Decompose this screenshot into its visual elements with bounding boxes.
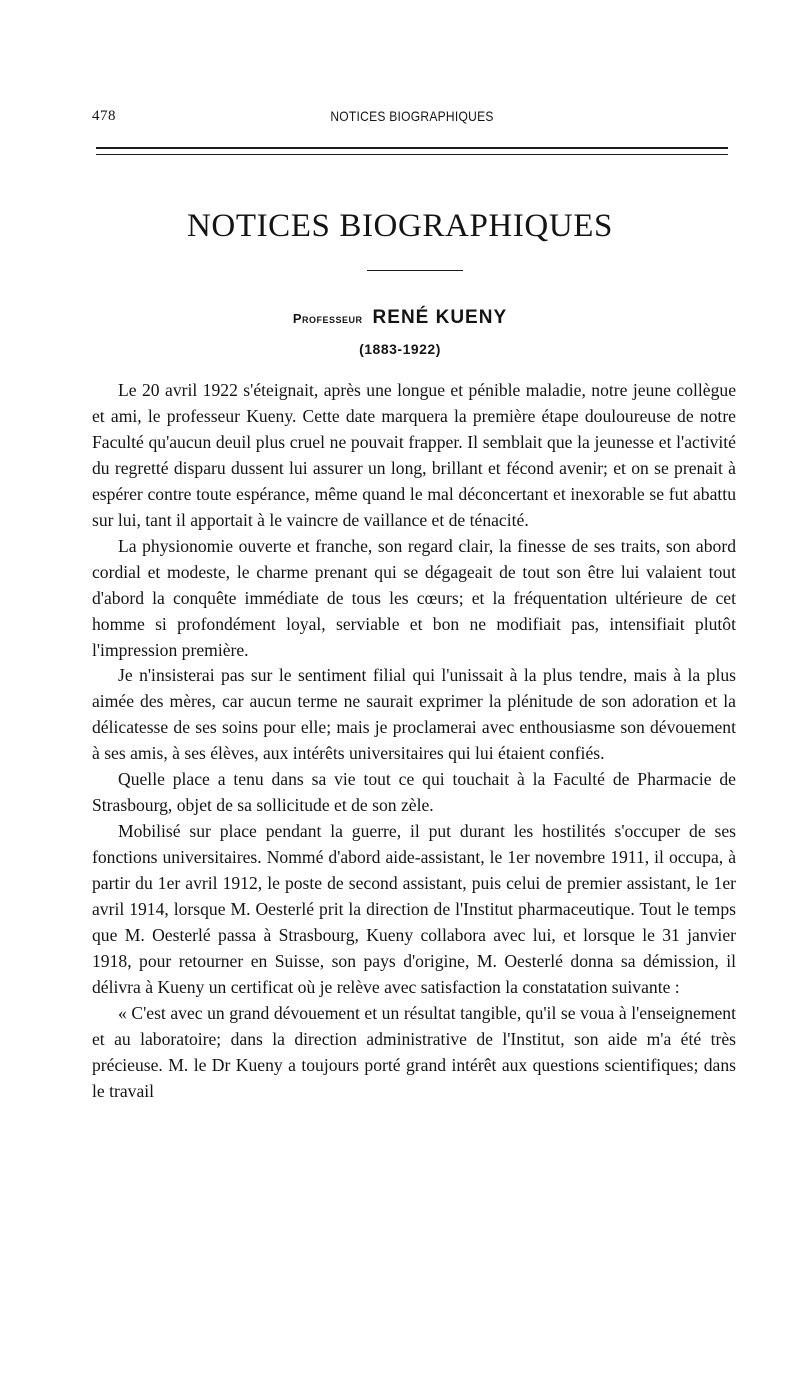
paragraph-3: Je n'insisterai pas sur le sentiment filial qui l'unissait à la plus tendre, mais à la plus aimée des mères, car aucun terme ne saurait exprimer la plénitude de son adoration et la délicatesse de ses soins pour elle; mais je proclamerai avec enthousiasme son dévouement à ses amis, à ses élèves, aux intérêts universitaires qui lui étaient confiés.: [92, 665, 736, 764]
subject-prefix: Professeur: [292, 311, 363, 326]
subject-heading: [0, 302, 800, 330]
running-title: NOTICES BIOGRAPHIQUES: [330, 108, 494, 124]
running-head: [92, 108, 732, 130]
paragraph-2: La physionomie ouverte et franche, son regard clair, la finesse de ses traits, son abord cordial et modeste, le charme prenant qui se dégageait de tout son être lui valaient tout d'abord la conquête immédiate de tous les cœurs; et la fréquentation ultérieure de cet homme si profondément loyal, serviable et bon ne modifiait pas, intensifiait plutôt l'impression première.: [92, 535, 736, 660]
paragraph-1: Le 20 avril 1922 s'éteignait, après une longue et pénible maladie, notre jeune collègue et ami, le professeur Kueny. Cette date marquera la première étape douloureuse de notre Faculté qu'aucun deuil plus cruel ne pouvait frapper. Il semblait que la jeunesse et l'activité du regretté disparu dussent lui assurer un long, brillant et fécond avenir; et on se prenait à espérer contre toute espérance, même quand le mal déconcertant et inexorable se fut abattu sur lui, tant il apportait à le vaincre de vaillance et de ténacité.: [92, 380, 736, 530]
page-number: 478: [92, 108, 116, 124]
paragraph-6: « C'est avec un grand dévouement et un résultat tangible, qu'il se voua à l'enseignement et au laboratoire; dans la direction administrative de l'Institut, son aide m'a été très précieuse. M. le Dr Kueny a toujours porté grand intérêt aux questions scientifiques; dans le travail: [92, 1002, 736, 1101]
paragraph-4: Quelle place a tenu dans sa vie tout ce qui touchait à la Faculté de Pharmacie de Strasbourg, objet de sa sollicitude et de son zèle.: [92, 769, 736, 816]
subject-name: RENÉ KUENY: [372, 307, 508, 328]
subject-dates: (1883-1922): [359, 341, 441, 357]
main-title: NOTICES BIOGRAPHIQUES: [186, 208, 614, 244]
title-rule: [367, 270, 463, 271]
body-text: [92, 378, 736, 1105]
header-double-rule: [96, 147, 728, 155]
paragraph-5: Mobilisé sur place pendant la guerre, il put durant les hostilités s'occuper de ses fonctions universitaires. Nommé d'abord aide-assistant, le 1er novembre 1911, il occupa, à partir du 1er avril 1912, le poste de second assistant, puis celui de premier assistant, le 1er avril 1914, lorsque M. Oesterlé prit la direction de l'Institut pharmaceutique. Tout le temps que M. Oesterlé passa à Strasbourg, Kueny collabora avec lui, et lorsque le 31 janvier 1918, pour retourner en Suisse, son pays d'origine, M. Oesterlé donna sa démission, il délivra à Kueny un certificat où je relève avec satisfaction la constatation suivante :: [92, 821, 736, 997]
